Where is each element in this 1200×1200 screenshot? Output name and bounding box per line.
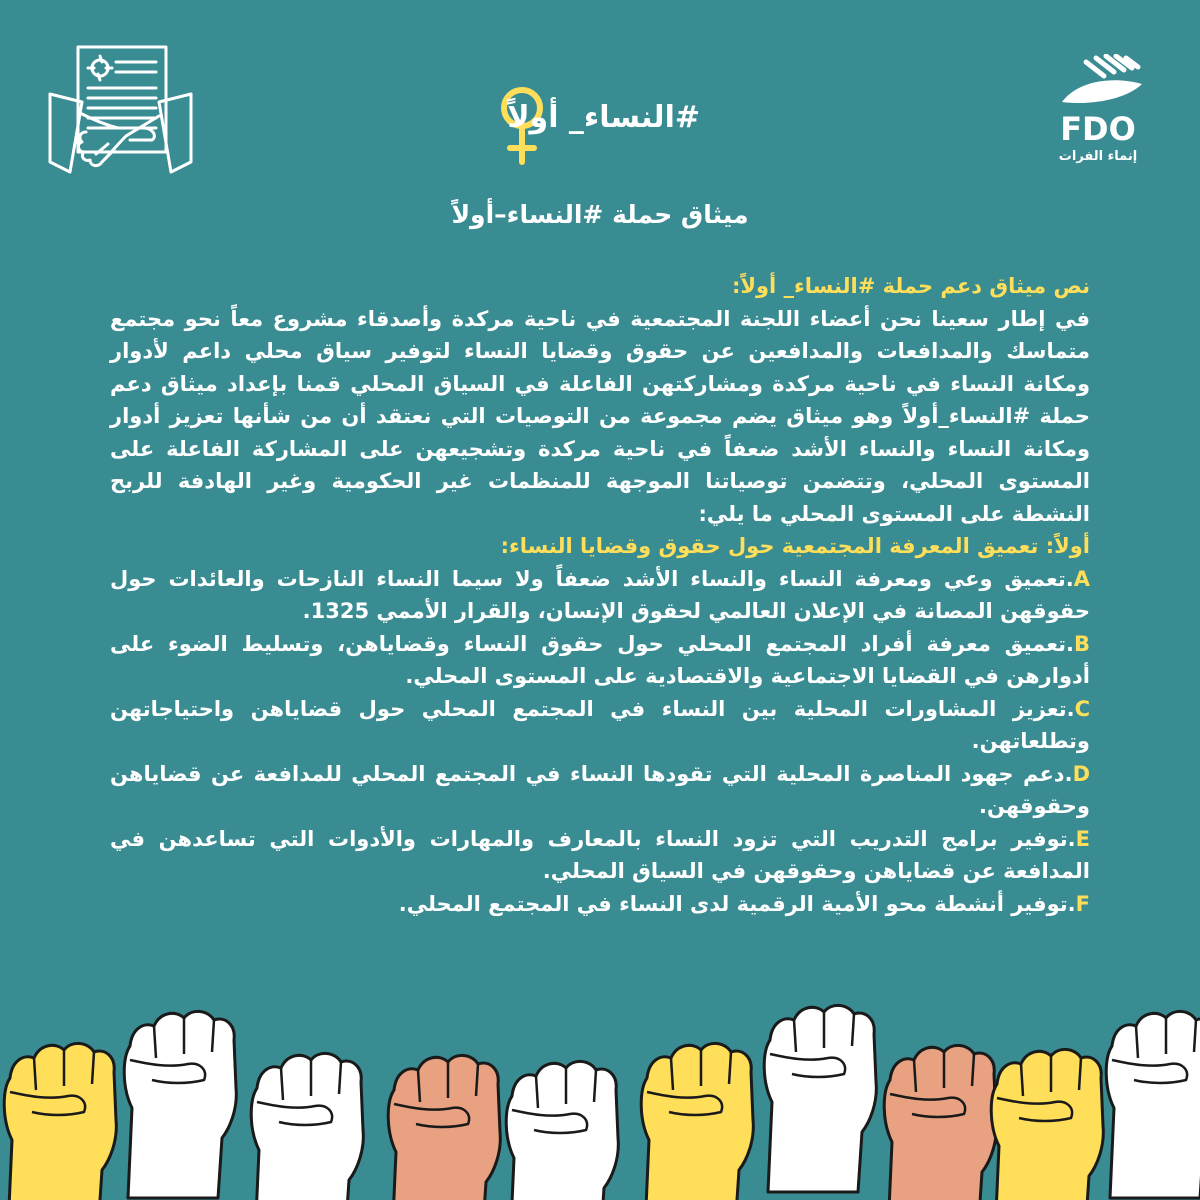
item-letter: E [1075, 826, 1090, 851]
raised-fist-icon [388, 1055, 500, 1200]
list-item [110, 693, 1090, 758]
raised-fists-illustration [0, 990, 1200, 1200]
raised-fist-icon [764, 1005, 876, 1192]
list-item [110, 758, 1090, 823]
org-name: FDO [1060, 110, 1136, 148]
item-letter: C [1074, 696, 1090, 721]
item-text: .تعميق معرفة أفراد المجتمع المحلي حول حقوق النساء وقضاياهن، وتسليط الضوء على أدوارهن في القضايا الاجتماعية والاقتصادية على المستوى المحلي. [110, 631, 1090, 688]
item-letter: B [1073, 631, 1090, 656]
list-item [110, 563, 1090, 628]
campaign-hashtag [500, 78, 700, 168]
raised-fist-icon [884, 1045, 996, 1200]
raised-fist-icon [641, 1043, 753, 1200]
list-item [110, 888, 1090, 921]
item-text: .توفير برامج التدريب التي تزود النساء بالمعارف والمهارات والأدوات التي تساعدهن في المدافعة عن قضاياهن وحقوقهن في السياق المحلي. [110, 826, 1090, 883]
raised-fist-icon [506, 1061, 618, 1200]
raised-fist-icon [251, 1053, 363, 1200]
raised-fist-icon [1106, 1011, 1200, 1198]
campaign-tag: #النساء_ أولاً [507, 100, 700, 135]
item-text: .تعميق وعي ومعرفة النساء والنساء الأشد ضعفاً ولا سيما النساء النازحات والعائدات حول حقوقهن المصانة في الإعلان العالمي لحقوق الإنسان، والقرار الأممي 1325. [110, 566, 1090, 623]
page-title: ميثاق حملة #النساء–أولاً [451, 200, 749, 229]
item-letter: A [1073, 566, 1090, 591]
item-text: .تعزيز المشاورات المحلية بين النساء في المجتمع المحلي حول قضاياهن واحتياجاتهن وتطلعاتهن. [110, 696, 1090, 753]
raised-fist-icon [4, 1043, 116, 1200]
org-arabic-name: إنماء الفرات [1058, 149, 1138, 164]
section-heading: أولاً: تعميق المعرفة المجتمعية حول حقوق وقضايا النساء: [500, 534, 1090, 558]
contract-handshake-icon [48, 44, 193, 194]
fdo-logo-icon [1048, 54, 1148, 174]
item-letter: F [1075, 891, 1090, 916]
item-text: .دعم جهود المناصرة المحلية التي تقودها النساء في المجتمع المحلي للمدافعة عن قضاياهن وحقوقهن. [110, 761, 1090, 818]
subtitle: نص ميثاق دعم حملة #النساء_ أولاً: [731, 274, 1090, 298]
list-item [110, 628, 1090, 693]
item-letter: D [1072, 761, 1090, 786]
raised-fist-icon [124, 1011, 236, 1198]
list-item [110, 823, 1090, 888]
charter-text [110, 270, 1090, 920]
raised-fist-icon [991, 1049, 1103, 1200]
item-text: .توفير أنشطة محو الأمية الرقمية لدى النساء في المجتمع المحلي. [398, 891, 1076, 916]
intro-paragraph: في إطار سعينا نحن أعضاء اللجنة المجتمعية في ناحية مركدة وأصدقاء مشروع معاً نحو مجتمع متماسك والمدافعات والمدافعين عن حقوق وقضايا النساء لتوفير سياق محلي داعم لأدوار ومكانة النساء في ناحية مركدة ومشاركتهن الفاعلة في السياق المحلي قمنا بإعداد ميثاق دعم حملة #النساء_أولاً وهو ميثاق يضم مجموعة من التوصيات التي نعتقد أن من شأنها تعزيز أدوار ومكانة النساء والنساء الأشد ضعفاً في ناحية مركدة وتشجيعهن على المشاركة الفاعلة على المستوى المحلي، وتتضمن توصياتنا الموجهة للمنظمات غير الحكومية وغير الهادفة للربح النشطة على المستوى المحلي ما يلي: [110, 306, 1090, 526]
